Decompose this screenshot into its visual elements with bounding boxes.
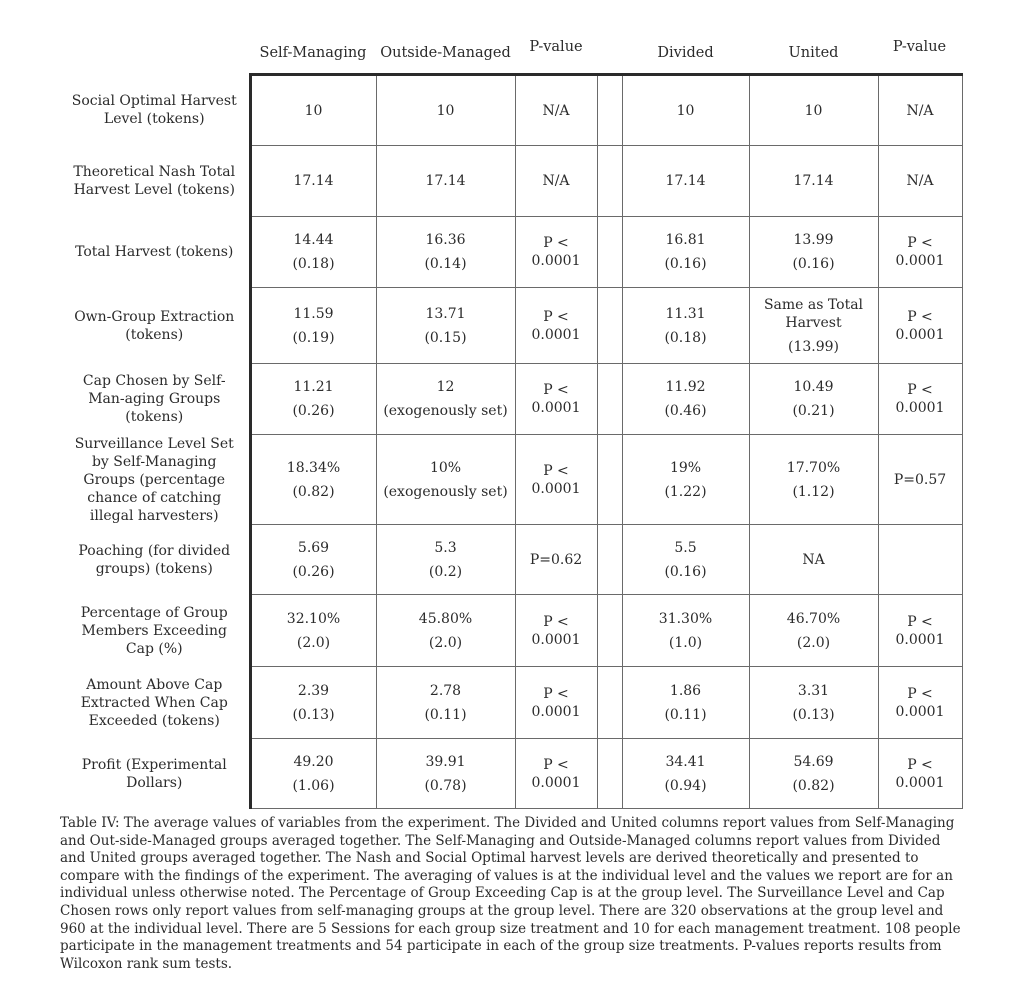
- cell-value: 12: [436, 379, 455, 395]
- table-cell: [622, 435, 749, 525]
- cell-value: P=0.57: [893, 471, 947, 488]
- cell-value: 5.5: [674, 539, 697, 556]
- table-cell: [878, 595, 962, 667]
- table-cell: [749, 364, 878, 435]
- cell-value: 10: [676, 102, 695, 119]
- row-label: Social Optimal Harvest Level (tokens): [60, 75, 250, 146]
- table-cell: [878, 75, 962, 146]
- column-gap: [597, 739, 622, 809]
- table-cell: [250, 217, 376, 288]
- table-cell: [515, 595, 597, 667]
- table-row: [60, 595, 962, 667]
- table-cell: [515, 525, 597, 595]
- cell-value: 2.39: [297, 682, 330, 699]
- cell-value: 19%: [669, 459, 702, 476]
- table-cell: [376, 595, 515, 667]
- cell-value: 10%: [429, 459, 462, 476]
- cell-value: 16.36: [425, 232, 466, 248]
- cell-value: P < 0.0001: [895, 382, 945, 416]
- cell-value: 17.14: [793, 173, 834, 189]
- row-label: Profit (Experimental Dollars): [60, 739, 250, 809]
- cell-value: 46.70%: [786, 610, 841, 627]
- cell-value: 13.71: [425, 305, 466, 322]
- table-cell: [515, 75, 597, 146]
- cell-standard-error: (0.18): [292, 256, 335, 272]
- table-cell: [878, 739, 962, 809]
- table-cell: [376, 146, 515, 217]
- cell-value: P < 0.0001: [531, 308, 581, 343]
- table-row: [60, 435, 962, 525]
- cell-value: 39.91: [425, 753, 466, 770]
- table-cell: [376, 217, 515, 288]
- cell-value: P < 0.0001: [531, 756, 581, 791]
- cell-value: 2.78: [429, 682, 462, 699]
- cell-value: P < 0.0001: [895, 235, 945, 269]
- table-cell: [622, 595, 749, 667]
- table-row: [60, 739, 962, 809]
- cell-value: 16.81: [665, 232, 706, 248]
- cell-standard-error: (0.13): [792, 706, 835, 723]
- column-gap: [597, 667, 622, 739]
- column-gap: [597, 595, 622, 667]
- cell-value: N/A: [542, 173, 570, 189]
- cell-standard-error: (0.26): [292, 403, 335, 419]
- column-gap: [597, 364, 622, 435]
- cell-value: N/A: [906, 173, 934, 189]
- column-gap: [597, 217, 622, 288]
- cell-value: P < 0.0001: [895, 756, 945, 791]
- cell-value: P < 0.0001: [531, 382, 581, 416]
- cell-value: 13.99: [793, 232, 834, 248]
- cell-standard-error: (0.16): [792, 256, 835, 272]
- cell-standard-error: (exogenously set): [383, 483, 508, 500]
- cell-standard-error: (1.22): [664, 483, 707, 500]
- table-cell: [250, 364, 376, 435]
- cell-standard-error: (0.19): [292, 329, 335, 346]
- table-cell: [250, 525, 376, 595]
- table-cell: [622, 364, 749, 435]
- table-cell: [749, 525, 878, 595]
- cell-value: 11.92: [665, 379, 706, 395]
- table-cell: [749, 739, 878, 809]
- cell-value: 5.69: [297, 539, 330, 556]
- cell-standard-error: (0.82): [792, 777, 835, 794]
- cell-value: 14.44: [293, 232, 334, 248]
- table-caption: Table IV: The average values of variables from the experiment. The Divided and United columns report values from Self-Managing and Out-side-Managed groups averaged together. The Self-Managing and Outside-Managed columns report values from Divided and United groups averaged together. The Nash and Social Optimal harvest levels are derived theoretically and presented to compare with the findings of the experiment. The averaging of values is at the individual level and the values we report are for an individual unless otherwise noted. The Percentage of Group Exceeding Cap is at the group level. The Surveillance Level and Cap Chosen rows only report values from self-managing groups at the group level. There are 320 observations at the group level and 960 at the individual level. There are 5 Sessions for each group size treatment and 10 for each management treatment. 108 people participate in the management treatments and 54 participate in each of the group size treatments. P-values reports results from Wilcoxon rank sum tests.: [60, 815, 961, 972]
- cell-value: 1.86: [669, 682, 702, 699]
- table-cell: [622, 739, 749, 809]
- table-cell: [250, 667, 376, 739]
- row-label: Poaching (for divided groups) (tokens): [60, 525, 250, 595]
- cell-value: 10.49: [793, 379, 834, 395]
- table-cell: [749, 75, 878, 146]
- cell-value: 17.14: [293, 173, 334, 189]
- table-cell: [622, 217, 749, 288]
- cell-standard-error: (0.15): [424, 329, 467, 346]
- cell-value: P=0.62: [529, 551, 583, 568]
- table-cell: [878, 667, 962, 739]
- table-cell: [250, 288, 376, 364]
- table-cell: [749, 595, 878, 667]
- cell-value: N/A: [906, 102, 934, 119]
- table-cell: [878, 364, 962, 435]
- table-cell: [622, 525, 749, 595]
- header-united: United: [788, 45, 839, 61]
- cell-standard-error: (0.26): [292, 563, 335, 580]
- cell-value: P < 0.0001: [531, 235, 581, 269]
- table-row: [60, 364, 962, 435]
- cell-value: 31.30%: [658, 610, 713, 627]
- cell-standard-error: (0.13): [292, 706, 335, 723]
- table-cell: [622, 288, 749, 364]
- header-p-value-management: P-value: [529, 39, 583, 55]
- table-cell: [376, 75, 515, 146]
- table-cell: [515, 288, 597, 364]
- cell-value: P < 0.0001: [531, 613, 581, 648]
- cell-value: 11.21: [293, 379, 334, 395]
- cell-standard-error: (2.0): [796, 634, 831, 651]
- column-gap: [597, 75, 622, 146]
- table-cell: [749, 288, 878, 364]
- cell-value: 17.14: [425, 173, 466, 189]
- table-cell: [515, 364, 597, 435]
- cell-standard-error: (0.82): [292, 483, 335, 500]
- table-cell: [622, 667, 749, 739]
- cell-value: 17.70%: [786, 459, 841, 476]
- cell-value: 34.41: [665, 753, 706, 770]
- cell-value: 11.31: [665, 305, 706, 322]
- cell-standard-error: (0.11): [424, 706, 467, 723]
- row-label: Own-Group Extraction (tokens): [60, 288, 250, 364]
- cell-value: 45.80%: [418, 610, 473, 627]
- table-cell: [515, 217, 597, 288]
- cell-standard-error: (0.16): [664, 256, 707, 272]
- table-cell: [878, 435, 962, 525]
- table-cell: [376, 667, 515, 739]
- table-cell: [250, 595, 376, 667]
- table-cell: [749, 435, 878, 525]
- table-cell: [878, 146, 962, 217]
- cell-value: P < 0.0001: [531, 685, 581, 720]
- cell-standard-error: (exogenously set): [383, 403, 508, 419]
- table-cell: [878, 288, 962, 364]
- table-row: [60, 217, 962, 288]
- cell-standard-error: (0.14): [424, 256, 467, 272]
- cell-standard-error: (1.12): [792, 483, 835, 500]
- table-cell: [515, 667, 597, 739]
- table-cell: [250, 739, 376, 809]
- table-cell: [622, 146, 749, 217]
- table-cell: [878, 217, 962, 288]
- cell-value: 10: [436, 102, 455, 119]
- cell-standard-error: (2.0): [296, 634, 331, 651]
- cell-value: 32.10%: [286, 610, 341, 627]
- cell-standard-error: (0.21): [792, 403, 835, 419]
- row-label: Total Harvest (tokens): [60, 217, 250, 288]
- table-row: [60, 667, 962, 739]
- cell-value: 54.69: [793, 753, 834, 770]
- cell-value: P < 0.0001: [895, 685, 945, 720]
- table-cell: [376, 435, 515, 525]
- row-label: Surveillance Level Set by Self-Managing Groups (percentage chance of catching illegal harvesters): [60, 435, 250, 525]
- table-cell: [515, 739, 597, 809]
- cell-value: 17.14: [665, 173, 706, 189]
- cell-standard-error: (13.99): [787, 338, 839, 355]
- table-cell: [376, 364, 515, 435]
- cell-standard-error: (0.18): [664, 329, 707, 346]
- cell-value: 5.3: [434, 539, 457, 556]
- column-gap: [597, 435, 622, 525]
- cell-standard-error: (2.0): [428, 634, 463, 651]
- column-gap: [597, 146, 622, 217]
- header-self-managing: Self-Managing: [259, 45, 367, 61]
- table-cell: [749, 146, 878, 217]
- column-gap: [597, 525, 622, 595]
- cell-standard-error: (1.06): [292, 777, 335, 794]
- cell-value: 10: [304, 102, 323, 119]
- table-cell: [376, 288, 515, 364]
- cell-standard-error: (0.11): [664, 706, 707, 723]
- cell-value: 3.31: [797, 682, 830, 699]
- cell-standard-error: (0.46): [664, 403, 707, 419]
- cell-standard-error: (0.78): [424, 777, 467, 794]
- cell-value: 10: [804, 102, 823, 119]
- table-cell: [515, 435, 597, 525]
- row-label: Theoretical Nash Total Harvest Level (tokens): [60, 146, 250, 217]
- table-cell: [250, 435, 376, 525]
- table-row: [60, 146, 962, 217]
- header-p-value-group-size: P-value: [892, 39, 947, 55]
- header-outside-managed: Outside-Managed: [380, 45, 511, 61]
- cell-value: P < 0.0001: [531, 462, 581, 497]
- table-cell: [515, 146, 597, 217]
- row-label: Cap Chosen by Self-Man-aging Groups (tokens): [60, 364, 250, 435]
- table-row: [60, 525, 962, 595]
- cell-value: 11.59: [293, 305, 334, 322]
- table-row: [60, 75, 962, 146]
- cell-value: P < 0.0001: [895, 613, 945, 648]
- row-label: Percentage of Group Members Exceeding Cap (%): [60, 595, 250, 667]
- cell-value: NA: [802, 551, 825, 568]
- table-cell: [878, 525, 962, 595]
- cell-value: P < 0.0001: [895, 308, 945, 343]
- table-cell: [622, 75, 749, 146]
- cell-value: 49.20: [293, 753, 334, 770]
- column-gap: [597, 288, 622, 364]
- table-cell: [250, 75, 376, 146]
- table-cell: [250, 146, 376, 217]
- table-cell: [376, 525, 515, 595]
- cell-value: N/A: [542, 102, 570, 119]
- table-cell: [749, 217, 878, 288]
- cell-standard-error: (0.94): [664, 777, 707, 794]
- table-cell: [749, 667, 878, 739]
- table-cell: [376, 739, 515, 809]
- cell-standard-error: (0.2): [428, 563, 463, 580]
- row-label: Amount Above Cap Extracted When Cap Exceeded (tokens): [60, 667, 250, 739]
- table-row: [60, 288, 962, 364]
- results-table: [60, 73, 963, 809]
- cell-value: 18.34%: [286, 459, 341, 476]
- cell-standard-error: (1.0): [668, 634, 703, 651]
- header-divided: Divided: [657, 45, 714, 61]
- cell-standard-error: (0.16): [664, 563, 707, 580]
- cell-value: Same as Total Harvest: [763, 296, 864, 331]
